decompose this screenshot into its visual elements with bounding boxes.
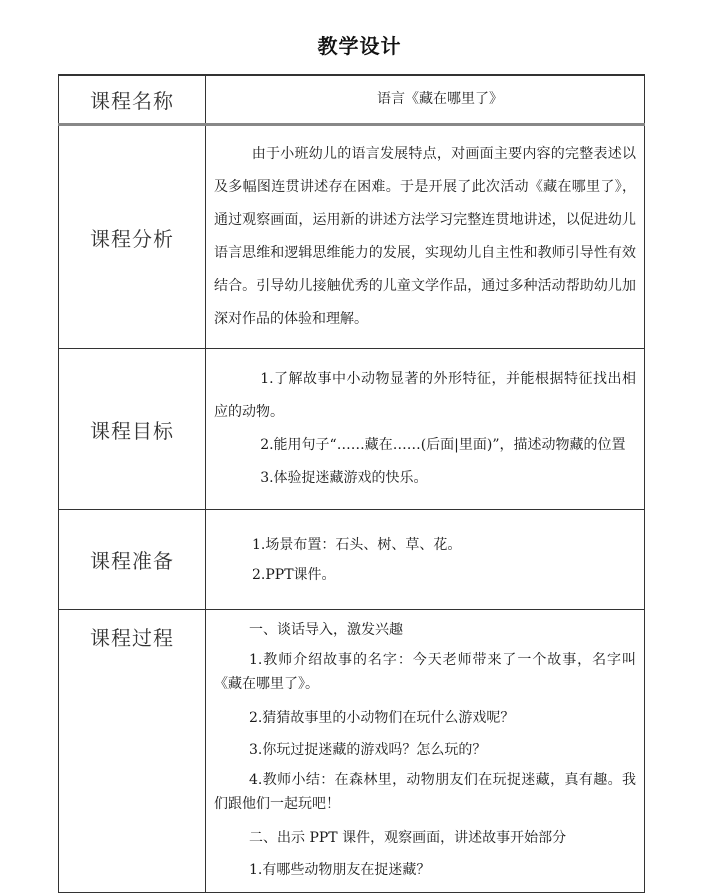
process-heading: 二、出示 PPT 课件，观察画面，讲述故事开始部分 xyxy=(249,830,567,846)
process-item: 4.教师小结：在森林里，动物朋友们在玩捉迷藏，真有趣。我们跟他们一起玩吧！ xyxy=(214,772,636,812)
process-item: 2.猜猜故事里的小动物们在玩什么游戏呢？ xyxy=(249,710,515,726)
row-course-analysis xyxy=(59,125,645,349)
cell-course-analysis xyxy=(206,125,645,349)
row-course-process xyxy=(59,610,645,893)
process-item: 3.你玩过捉迷藏的游戏吗？怎么玩的？ xyxy=(249,742,487,758)
preparation-item: 1.场景布置：石头、树、草、花。 xyxy=(252,536,462,553)
row-course-name xyxy=(59,75,645,125)
goal-item: 3.体验捉迷藏游戏的快乐。 xyxy=(260,470,428,486)
analysis-paragraph: 由于小班幼儿的语言发展特点，对画面主要内容的完整表述以及多幅图连贯讲述存在困难。于是开展了此次活动《藏在哪里了》，通过观察画面，运用新的讲述方法学习完整连贯地讲述，以促进幼儿语言思维和逻辑思维能力的发展，实现幼儿自主性和教师引导性有效结合。引导幼儿接触优秀的儿童文学作品，通过多种活动帮助幼儿加深对作品的体验和理解。 xyxy=(214,146,636,327)
preparation-item: 2.PPT课件。 xyxy=(252,566,336,583)
process-item: 1.有哪些动物朋友在捉迷藏？ xyxy=(249,862,431,878)
course-name-value: 语言《藏在哪里了》 xyxy=(377,91,503,107)
cell-course-name xyxy=(206,75,645,125)
label-course-process: 课程过程 xyxy=(59,610,206,893)
row-course-preparation xyxy=(59,510,645,610)
document-title: 教学设计 xyxy=(317,34,402,58)
label-course-goals: 课程目标 xyxy=(59,349,206,510)
cell-course-preparation xyxy=(206,510,645,610)
process-item: 1.教师介绍故事的名字：今天老师带来了一个故事，名字叫《藏在哪里了》。 xyxy=(214,652,636,692)
goal-item: 1.了解故事中小动物显著的外形特征，并能根据特征找出相应的动物。 xyxy=(214,371,636,420)
cell-course-goals xyxy=(206,349,645,510)
process-heading: 一、谈话导入，激发兴趣 xyxy=(249,622,403,638)
lesson-plan-table xyxy=(58,74,645,893)
cell-course-process xyxy=(206,610,645,893)
row-course-goals xyxy=(59,349,645,510)
label-course-name: 课程名称 xyxy=(59,75,206,125)
goal-item: 2.能用句子“……藏在……(后面|里面)”，描述动物藏的位置 xyxy=(260,437,626,453)
label-course-preparation: 课程准备 xyxy=(59,510,206,610)
label-course-analysis: 课程分析 xyxy=(59,125,206,349)
